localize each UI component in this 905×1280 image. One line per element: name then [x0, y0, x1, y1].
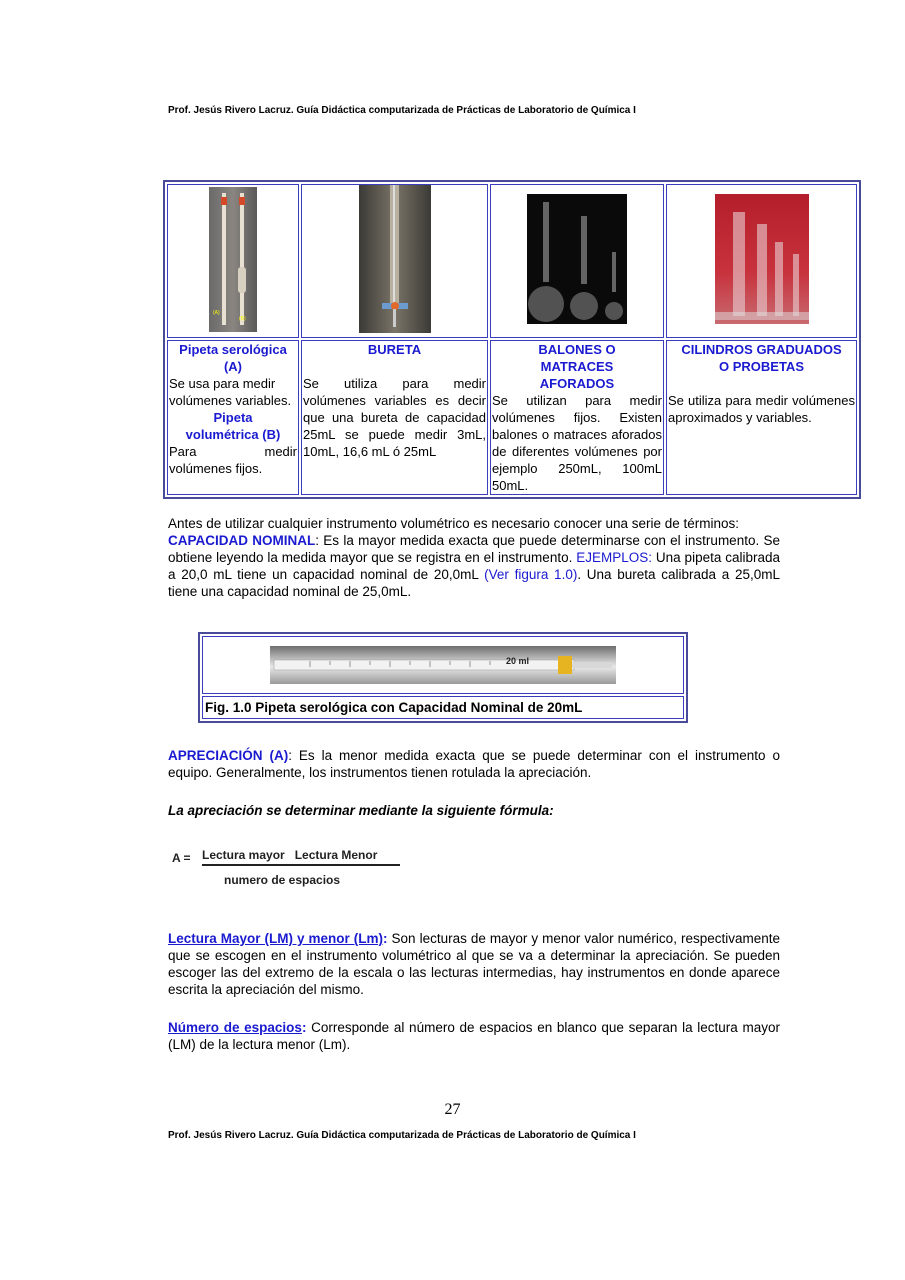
pipette-marking: 20 ml [506, 656, 530, 666]
bureta-cell [301, 340, 488, 495]
page-number: 27 [444, 1101, 461, 1118]
title-line: O PROBETAS [719, 359, 804, 374]
espacios-text: Corresponde al número de espacios en blanco que separan la lectura mayor (LM) de la lectura menor (Lm). [168, 1020, 780, 1052]
bureta-title: BURETA [367, 342, 422, 357]
capacidad-colon: : [315, 533, 324, 548]
lectura-text: Son lecturas de mayor y menor valor numérico, respectivamente que se escogen en el instrumento volumétrico al que se va a determinar la apreciación. Se pueden escoger las del extremo de la escala o las lecturas intermedias, hay instrumentos en donde aparece escrita la apreciación del mismo. [168, 931, 780, 997]
figure-caption: Fig. 1.0 Pipeta serológica con Capacidad Nominal de 20mL [202, 696, 684, 719]
fraction-bar [202, 864, 400, 866]
figure-image-cell [202, 636, 684, 694]
apreciacion-paragraph [168, 747, 780, 781]
photo-label-a: (A) [213, 309, 220, 316]
pipeta-serologica-desc: Se usa para medir volúmenes variables. [169, 376, 292, 408]
title-line: BALONES O [538, 342, 616, 357]
title-line: AFORADOS [539, 376, 615, 391]
pipettes-photo [209, 187, 257, 332]
balones-cell [490, 340, 664, 495]
pipeta-serologica-title [169, 341, 297, 375]
capacidad-term: CAPACIDAD NOMINAL [168, 533, 316, 548]
cilindros-title [668, 341, 855, 375]
pipeta-volumetrica-title [169, 409, 297, 443]
cilindros-cell [666, 340, 857, 495]
espacios-colon: : [301, 1020, 312, 1035]
espacios-paragraph [168, 1019, 780, 1053]
page-header: Prof. Jesús Rivero Lacruz. Guía Didáctica computarizada de Prácticas de Laboratorio de Química I [168, 105, 636, 116]
page-footer: Prof. Jesús Rivero Lacruz. Guía Didáctica computarizada de Prácticas de Laboratorio de Química I [168, 1130, 636, 1141]
bureta-photo-cell [301, 184, 488, 338]
title-line: (A) [223, 359, 243, 374]
ejemplos-text: Una pipeta calibrada a 20,0 mL tiene un capacidad nominal de 20,0mL [168, 550, 781, 582]
lectura-colon: : [383, 931, 392, 946]
formula-denominator: numero de espacios [224, 873, 341, 887]
pipeta-volumetrica-desc: Para medir volúmenes fijos. [169, 444, 297, 476]
pipette-photo-cell [167, 184, 299, 338]
title-line: volumétrica (B) [185, 427, 281, 442]
cylinders-photo [715, 194, 809, 324]
apreciacion-term: APRECIACIÓN (A) [168, 748, 289, 763]
instruments-table [163, 180, 861, 499]
lectura-paragraph [168, 930, 780, 998]
apreciacion-colon: : [288, 748, 299, 763]
intro-paragraph [168, 515, 780, 600]
title-line: MATRACES [540, 359, 614, 374]
intro-text: Antes de utilizar cualquier instrumento volumétrico es necesario conocer una serie de términos: [168, 516, 740, 531]
ejemplos-label: EJEMPLOS: [576, 550, 656, 565]
title-line: Pipeta serológica [179, 342, 287, 357]
formula-numerator: Lectura mayor Lectura Menor [202, 848, 378, 862]
bureta-desc: Se utiliza para medir volúmenes variables es decir que una bureta de capacidad 25mL se puede medir 3mL, 10mL, 16,6 mL ó 25mL [303, 376, 486, 459]
figure-1-0 [198, 632, 688, 723]
capacidad-text: Es la mayor medida exacta que puede determinarse con el instrumento. Se obtiene leyendo la medida mayor que se registra en el instrumento. [168, 533, 780, 565]
formula-lhs: A = [172, 851, 191, 865]
cilindros-photo-cell [666, 184, 857, 338]
lectura-term: Lectura Mayor (LM) y menor (Lm) [168, 931, 384, 946]
capacidad-tail: . Una bureta calibrada a 25,0mL tiene una capacidad nominal de 25,0mL. [168, 567, 781, 599]
serological-pipette-image [270, 646, 616, 684]
apreciacion-text: Es la menor medida exacta que se puede determinar con el instrumento o equipo. Generalmente, los instrumentos tienen rotulada la apreciación. [168, 748, 780, 780]
balones-photo-cell [490, 184, 664, 338]
cilindros-desc: Se utiliza para medir volúmenes aproximados y variables. [668, 393, 855, 425]
photo-label-b: (B) [239, 315, 246, 322]
pipeta-cell [167, 340, 299, 495]
flasks-photo [527, 194, 627, 324]
espacios-term: Número de espacios [168, 1020, 302, 1035]
title-line: CILINDROS GRADUADOS [681, 342, 842, 357]
formula-intro: La apreciación se determinar mediante la siguiente fórmula: [168, 803, 554, 818]
balones-desc: Se utilizan para medir volúmenes fijos. Existen balones o matraces aforados de diferentes volúmenes por ejemplo 250mL, 100mL 50mL. [492, 393, 662, 493]
bureta-photo [359, 185, 431, 333]
balones-title [492, 341, 662, 392]
ver-figura-link[interactable]: (Ver figura 1.0) [484, 567, 578, 582]
apreciacion-formula [172, 846, 412, 891]
title-line: Pipeta [213, 410, 253, 425]
